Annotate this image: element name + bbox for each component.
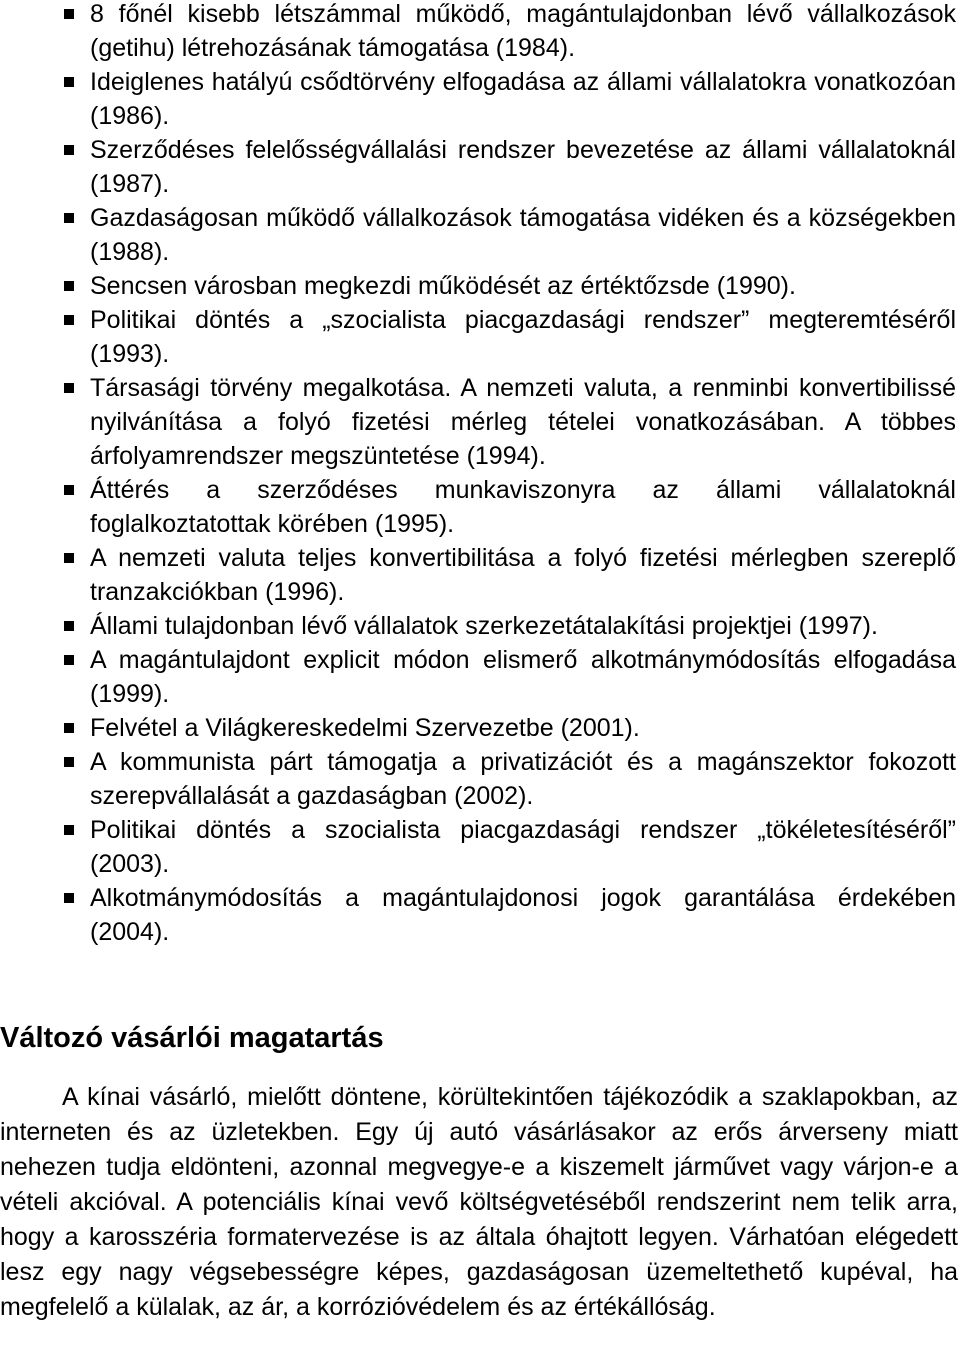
section-heading: Változó vásárlói magatartás [0,1022,384,1054]
square-bullet-icon [64,655,74,665]
square-bullet-icon [64,145,74,155]
square-bullet-icon [64,281,74,291]
square-bullet-icon [64,383,74,393]
list-item [0,813,960,881]
list-item-text: Gazdaságosan működő vállalkozások támogatása vidéken és a községekben (1988). [90,204,956,266]
list-item [0,303,960,371]
square-bullet-icon [64,893,74,903]
list-item [0,0,960,65]
square-bullet-icon [64,77,74,87]
body-paragraph: A kínai vásárló, mielőtt döntene, körültekintően tájékozódik a szaklapokban, az interneten és az üzletekben. Egy új autó vásárlásakor az erős árverseny miatt nehezen tudja eldönteni, azonnal megvegye-e a kiszemelt járművet vagy várjon-e a vételi akcióval. A potenciális kínai vevő költségvetéséből rendszerint nem telik arra, hogy a karosszéria formatervezése is az általa óhajtott legyen. Várhatóan elégedett lesz egy nagy végsebességre képes, gazdaságosan üzemeltethető kupéval, ha megfelelő a külalak, az ár, a korrózióvédelem és az értékállóság. [0,1083,958,1321]
list-item-text: Alkotmánymódosítás a magántulajdonosi jogok garantálása érdekében (2004). [90,884,956,946]
list-item [0,133,960,201]
list-item [0,473,960,541]
list-item [0,201,960,269]
list-item-text: A magántulajdont explicit módon elismerő alkotmánymódosítás elfogadása (1999). [90,646,956,708]
list-item [0,881,960,949]
list-item-text: Felvétel a Világkereskedelmi Szervezetbe (2001). [90,714,640,742]
list-item [0,371,960,473]
list-item [0,745,960,813]
list-item [0,269,960,303]
list-item [0,65,960,133]
square-bullet-icon [64,9,74,19]
list-item-text: Politikai döntés a „szocialista piacgazdasági rendszer” megteremtéséről (1993). [90,306,956,368]
list-item-text: Társasági törvény megalkotása. A nemzeti valuta, a renminbi konvertibilissé nyilvánítása a folyó fizetési mérleg tételei vonatkozásában. A többes árfolyamrendszer megszüntetése (1994). [90,374,956,470]
square-bullet-icon [64,485,74,495]
list-item [0,711,960,745]
square-bullet-icon [64,621,74,631]
list-item-text: Ideiglenes hatályú csődtörvény elfogadása az állami vállalatokra vonatkozóan (1986). [90,68,956,130]
square-bullet-icon [64,757,74,767]
list-item [0,643,960,711]
list-item-text: Politikai döntés a szocialista piacgazdasági rendszer „tökéletesítéséről” (2003). [90,816,956,878]
square-bullet-icon [64,213,74,223]
list-item [0,609,960,643]
list-item-text: Áttérés a szerződéses munkaviszonyra az állami vállalatoknál foglalkoztatottak körében (1995). [90,476,956,538]
square-bullet-icon [64,723,74,733]
square-bullet-icon [64,825,74,835]
list-item-text: A nemzeti valuta teljes konvertibilitása a folyó fizetési mérlegben szereplő tranzakciókban (1996). [90,544,956,606]
square-bullet-icon [64,553,74,563]
list-item-text: Sencsen városban megkezdi működését az értéktőzsde (1990). [90,272,796,300]
square-bullet-icon [64,315,74,325]
list-item-text: Állami tulajdonban lévő vállalatok szerkezetátalakítási projektjei (1997). [90,612,878,640]
list-item-text: A kommunista párt támogatja a privatizációt és a magánszektor fokozott szerepvállalását a gazdaságban (2002). [90,748,956,810]
list-item [0,541,960,609]
list-item-text: Szerződéses felelősségvállalási rendszer bevezetése az állami vállalatoknál (1987). [90,136,956,198]
list-item-text: 8 főnél kisebb létszámmal működő, magántulajdonban lévő vállalkozások (getihu) létrehozásának támogatása (1984). [90,0,956,62]
